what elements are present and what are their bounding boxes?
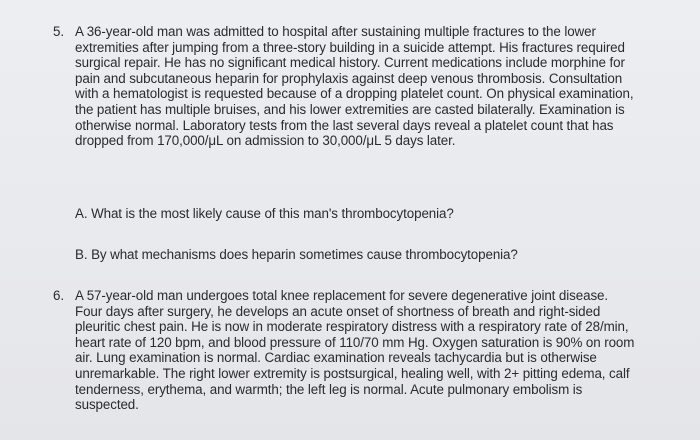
question-6 (53, 288, 635, 413)
question-5-part-a: A. What is the most likely cause of this man's thrombocytopenia? (75, 206, 454, 221)
question-6-number: 6. (53, 288, 64, 303)
question-5-text: A 36-year-old man was admitted to hospital after sustaining multiple fractures to the lower extremities after jumping from a three-story building in a suicide attempt. His fractures required surgical repair. He has no significant medical history. Current medications include morphine for pain and subcutaneous heparin for prophylaxis against deep venous thrombosis. Consultation with a hematologist is requested because of a dropping platelet count. On physical examination, the patient has multiple bruises, and his lower extremities are casted bilaterally. Examination is otherwise normal. Laboratory tests from the last several days reveal a platelet count that has dropped from 170,000/μL on admission to 30,000/μL 5 days later. (75, 24, 634, 149)
question-5-number: 5. (53, 24, 64, 39)
question-5-part-b: B. By what mechanisms does heparin sometimes cause thrombocytopenia? (75, 247, 518, 262)
question-6-text: A 57-year-old man undergoes total knee replacement for severe degenerative joint disease. Four days after surgery, he develops an acute onset of shortness of breath and right-sided pleuritic chest pain. He is now in moderate respiratory distress with a respiratory rate of 28/min, heart rate of 120 bpm, and blood pressure of 110/70 mm Hg. Oxygen saturation is 90% on room air. Lung examination is normal. Cardiac examination reveals tachycardia but is otherwise unremarkable. The right lower extremity is postsurgical, healing well, with 2+ pitting edema, calf tenderness, erythema, and warmth; the left leg is normal. Acute pulmonary embolism is suspected. (75, 288, 635, 413)
question-5 (53, 24, 635, 149)
